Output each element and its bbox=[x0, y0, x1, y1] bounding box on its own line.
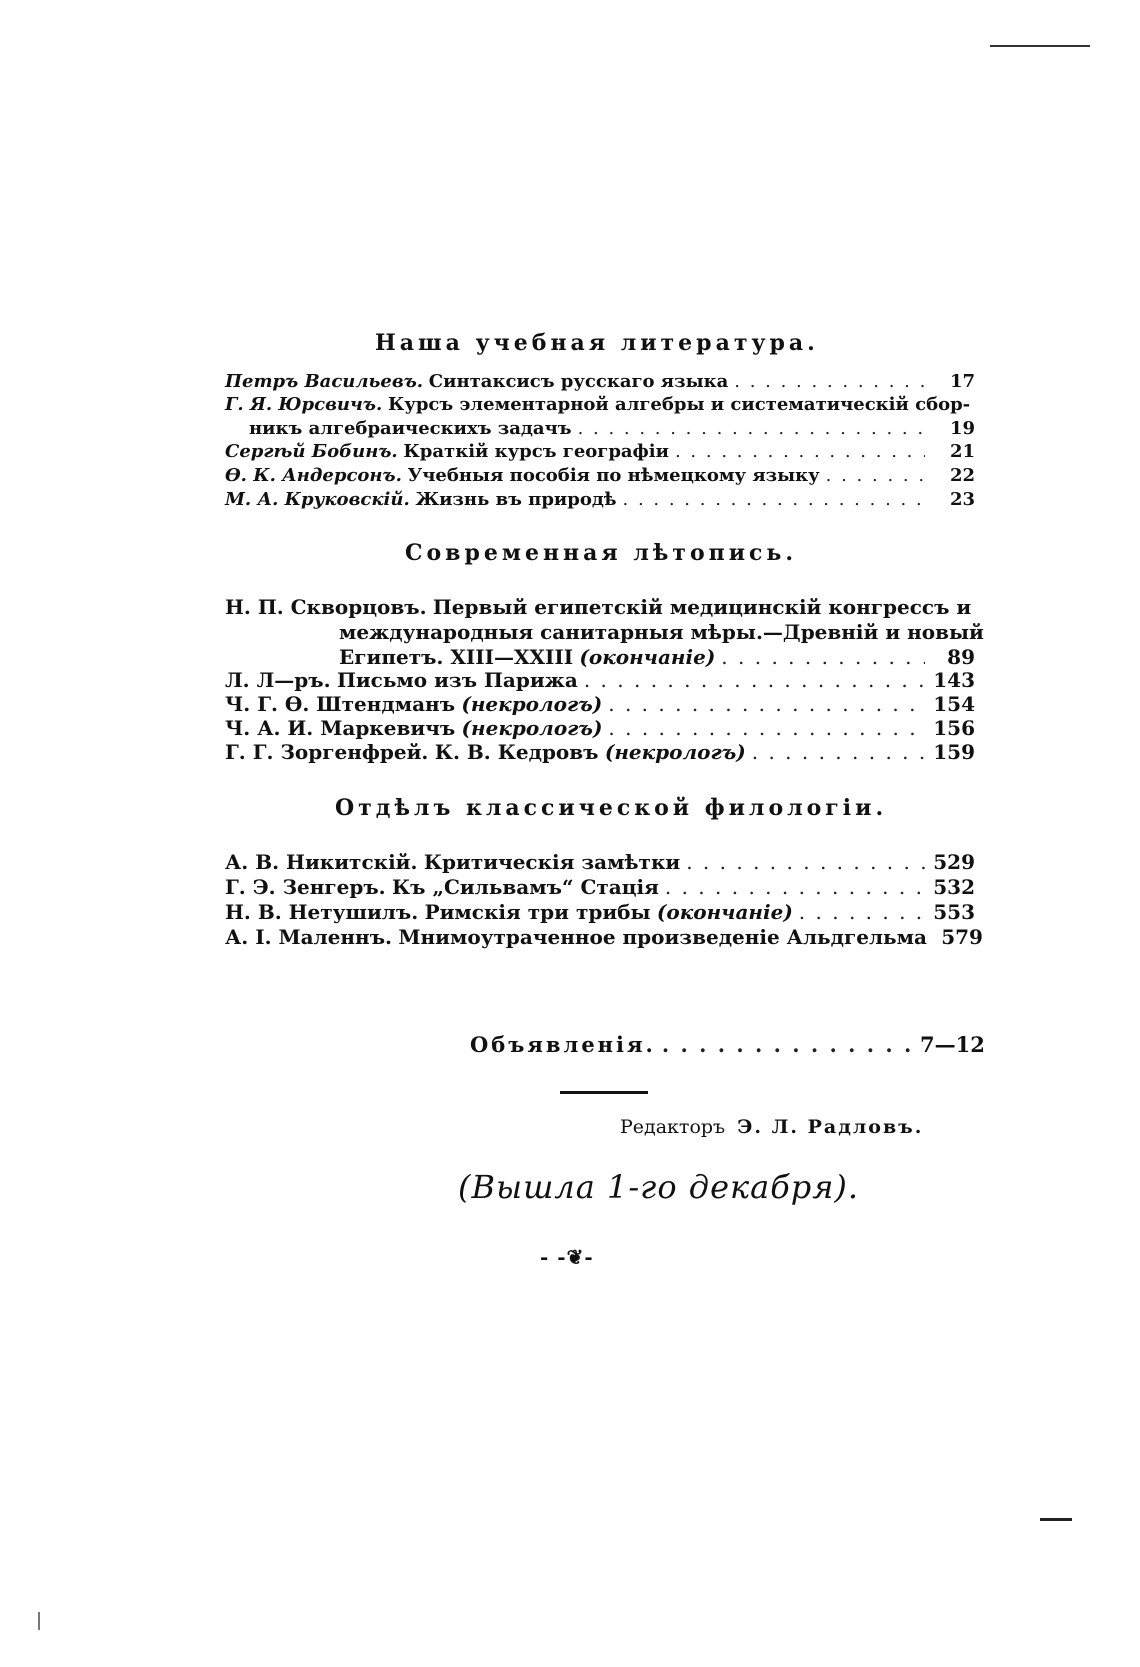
toc-entry bbox=[225, 875, 975, 900]
entry-author: Г. Э. Зенгеръ. bbox=[225, 875, 386, 899]
entry-author: Н. П. Скворцовъ. bbox=[225, 595, 427, 619]
toc-entry bbox=[225, 393, 975, 441]
separator-rule bbox=[560, 1091, 648, 1094]
margin-mark bbox=[38, 1612, 40, 1630]
toc-entry bbox=[225, 440, 975, 464]
entry-page: 89 bbox=[947, 645, 975, 669]
entry-page: 143 bbox=[933, 668, 975, 692]
entry-author: Г. Я. Юрсвичъ. bbox=[225, 394, 383, 415]
entry-author: Сергѣй Бобинъ. bbox=[225, 441, 398, 462]
entry-author: Ѳ. К. Андерсонъ. bbox=[225, 465, 402, 486]
entry-author: Ч. Г. Ѳ. Штендманъ bbox=[225, 692, 456, 716]
dot-leader bbox=[608, 692, 925, 717]
dot-leader bbox=[623, 488, 925, 512]
section-title-modern-chronicle: Современная лѣтопись. bbox=[405, 540, 798, 566]
toc-entry bbox=[225, 692, 975, 717]
dot-leader bbox=[826, 464, 925, 488]
editor-name: Э. Л. Радловъ. bbox=[737, 1116, 924, 1138]
dot-leader bbox=[752, 740, 925, 765]
dot-leader bbox=[675, 440, 925, 464]
entry-note: (некрологъ) bbox=[604, 740, 746, 764]
entry-note: (окончаніе) bbox=[656, 900, 793, 924]
dot-leader bbox=[578, 417, 925, 441]
entry-page: 579 bbox=[941, 925, 983, 949]
entry-page: 21 bbox=[949, 441, 975, 462]
entry-title-continued: никъ алгебраическихъ задачъ bbox=[249, 418, 572, 439]
entry-author: Л. Л—ръ. bbox=[225, 668, 331, 692]
dot-leader bbox=[799, 900, 925, 925]
entry-author: А. В. Никитскій. bbox=[225, 850, 418, 874]
entry-page: 154 bbox=[933, 692, 975, 716]
entry-title: Письмо изъ Парижа bbox=[336, 668, 578, 692]
entry-title: Къ „Сильвамъ“ Стація bbox=[391, 875, 659, 899]
toc-entry bbox=[225, 370, 975, 394]
entry-author: Ч. А. И. Маркевичъ bbox=[225, 716, 456, 740]
toc-entry bbox=[225, 716, 975, 741]
entry-page: 22 bbox=[949, 465, 975, 486]
editor-line bbox=[620, 1116, 923, 1138]
entry-title: Критическія замѣтки bbox=[423, 850, 681, 874]
handwritten-release-note: (Вышла 1-го декабря). bbox=[458, 1168, 860, 1206]
entry-title: Римскія три трибы bbox=[424, 900, 651, 924]
entry-page: 23 bbox=[949, 489, 975, 510]
section-title-educational-literature: Наша учебная литература. bbox=[375, 330, 819, 356]
entry-title: Первый египетскій медицинскій конгрессъ и bbox=[432, 595, 972, 619]
dot-leader bbox=[584, 668, 925, 693]
entry-title: Мнимоутраченное произведеніе Альдгельма bbox=[398, 925, 927, 949]
ornament-flourish: - -❦- bbox=[540, 1245, 594, 1269]
entry-note: (некрологъ) bbox=[461, 692, 603, 716]
toc-entry bbox=[225, 668, 975, 693]
dot-leader bbox=[665, 875, 925, 900]
entry-title-continued: Египетъ. XIII—XXIII bbox=[339, 645, 574, 669]
announcements-pages: 7—12 bbox=[920, 1032, 985, 1057]
entry-page: 156 bbox=[933, 716, 975, 740]
entry-title: Синтаксисъ русскаго языка bbox=[428, 371, 729, 392]
dot-leader bbox=[734, 370, 925, 394]
bottom-right-mark bbox=[1040, 1518, 1072, 1521]
entry-author: Н. В. Нетушилъ. bbox=[225, 900, 419, 924]
toc-entry bbox=[225, 740, 975, 765]
entry-author: Петръ Васильевъ. bbox=[225, 371, 424, 392]
entry-page: 529 bbox=[933, 850, 975, 874]
entry-note: (окончаніе) bbox=[579, 645, 716, 669]
dot-leader bbox=[608, 716, 925, 741]
announcements-label: Объявленія. bbox=[470, 1032, 656, 1057]
entry-title: Курсъ элементарной алгебры и систематическій сбор- bbox=[387, 394, 971, 415]
entry-title: Учебныя пособія по нѣмецкому языку bbox=[407, 465, 820, 486]
dot-leader bbox=[686, 850, 925, 875]
entry-title-continued: международныя санитарныя мѣры.—Древній и новый bbox=[339, 620, 984, 644]
entry-title: Краткій курсъ географіи bbox=[403, 441, 669, 462]
toc-entry bbox=[225, 900, 975, 925]
toc-entry bbox=[225, 925, 983, 950]
top-right-rule bbox=[990, 45, 1090, 47]
toc-entry bbox=[225, 595, 984, 670]
entry-author: А. І. Маленнъ. bbox=[225, 925, 393, 949]
entry-author: М. А. Круковскій. bbox=[225, 489, 410, 510]
entry-page: 17 bbox=[949, 371, 975, 392]
announcements-entry bbox=[470, 1032, 985, 1057]
entry-page: 532 bbox=[933, 875, 975, 899]
section-title-classical-philology: Отдѣлъ классической филологіи. bbox=[335, 795, 888, 821]
dot-leader bbox=[721, 645, 925, 670]
entry-title: К. В. Кедровъ bbox=[434, 740, 599, 764]
entry-page: 553 bbox=[933, 900, 975, 924]
entry-page: 159 bbox=[933, 740, 975, 764]
entry-title: Жизнь въ природѣ bbox=[415, 489, 617, 510]
entry-page: 19 bbox=[949, 418, 975, 439]
dot-leader bbox=[662, 1032, 914, 1057]
toc-entry bbox=[225, 464, 975, 488]
toc-entry bbox=[225, 488, 975, 512]
toc-entry bbox=[225, 850, 975, 875]
editor-prefix: Редакторъ bbox=[620, 1116, 726, 1138]
entry-note: (некрологъ) bbox=[461, 716, 603, 740]
entry-author: Г. Г. Зоргенфрей. bbox=[225, 740, 429, 764]
